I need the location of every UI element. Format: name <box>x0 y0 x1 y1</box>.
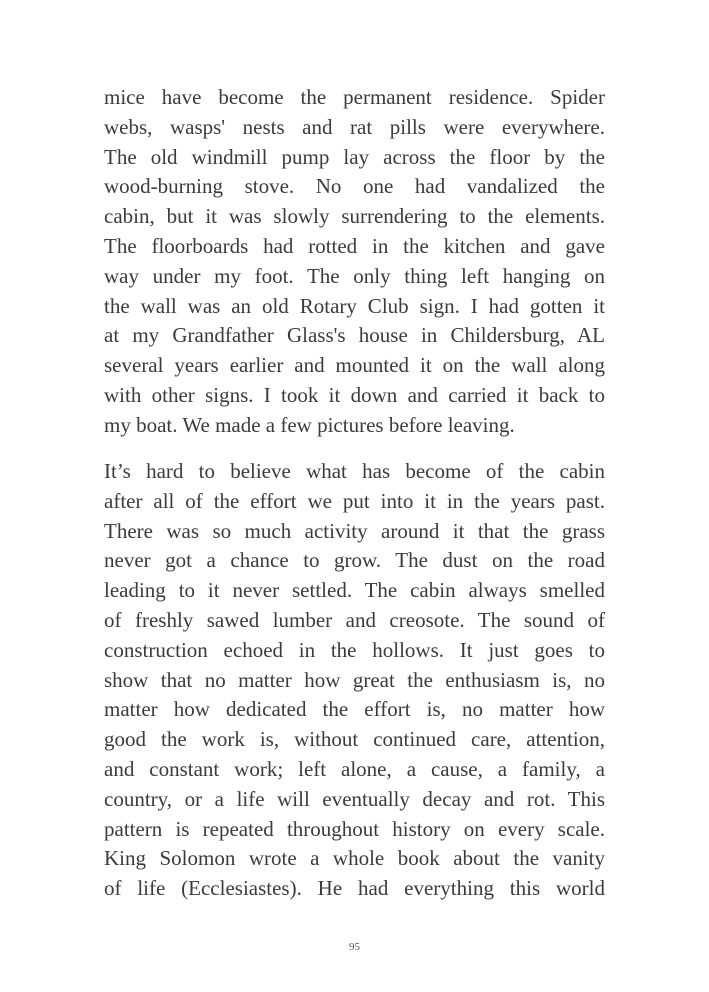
text-line: The floorboards had rotted in the kitchen and gave <box>104 233 605 258</box>
text-line: It’s hard to believe what has become of the cabin <box>104 459 605 483</box>
text-line: way under my foot. The only thing left hanging on <box>104 263 605 288</box>
text-line: the wall was an old Rotary Club sign. I had gotten it <box>104 293 605 318</box>
text-line: never got a chance to grow. The dust on the road <box>104 548 605 573</box>
text-line: King Solomon wrote a whole book about the vanity <box>104 846 605 871</box>
text-line: pattern is repeated throughout history on every scale. <box>104 816 605 841</box>
text-line: with other signs. I took it down and carried it back to <box>104 382 605 407</box>
text-line: wood-burning stove. No one had vandalized the <box>104 174 605 199</box>
text-line: at my Grandfather Glass's house in Childersburg, AL <box>104 323 605 348</box>
text-line: mice have become the permanent residence. Spider <box>104 85 605 109</box>
page-number: 95 <box>349 941 360 953</box>
text-line: webs, wasps' nests and rat pills were everywhere. <box>104 114 605 139</box>
text-line: country, or a life will eventually decay and rot. This <box>104 786 605 811</box>
text-line: and constant work; left alone, a cause, a family, a <box>104 756 605 781</box>
text-line: after all of the effort we put into it in the years past. <box>104 488 605 513</box>
text-line: several years earlier and mounted it on the wall along <box>104 353 605 378</box>
paragraph-1 <box>104 83 605 441</box>
text-line: good the work is, without continued care, attention, <box>104 727 605 752</box>
text-line: show that no matter how great the enthusiasm is, no <box>104 667 605 692</box>
text-line: leading to it never settled. The cabin always smelled <box>104 578 605 603</box>
text-line: of life (Ecclesiastes). He had everything this world <box>104 876 605 901</box>
text-line: There was so much activity around it that the grass <box>104 518 605 543</box>
text-line: The old windmill pump lay across the floor by the <box>104 144 605 169</box>
text-line: my boat. We made a few pictures before leaving. <box>104 412 515 437</box>
text-line: construction echoed in the hollows. It just goes to <box>104 637 605 662</box>
paragraph-2 <box>104 457 605 904</box>
text-line: cabin, but it was slowly surrendering to the elements. <box>104 204 605 229</box>
text-line: of freshly sawed lumber and creosote. The sound of <box>104 607 605 632</box>
text-line: matter how dedicated the effort is, no matter how <box>104 697 605 722</box>
